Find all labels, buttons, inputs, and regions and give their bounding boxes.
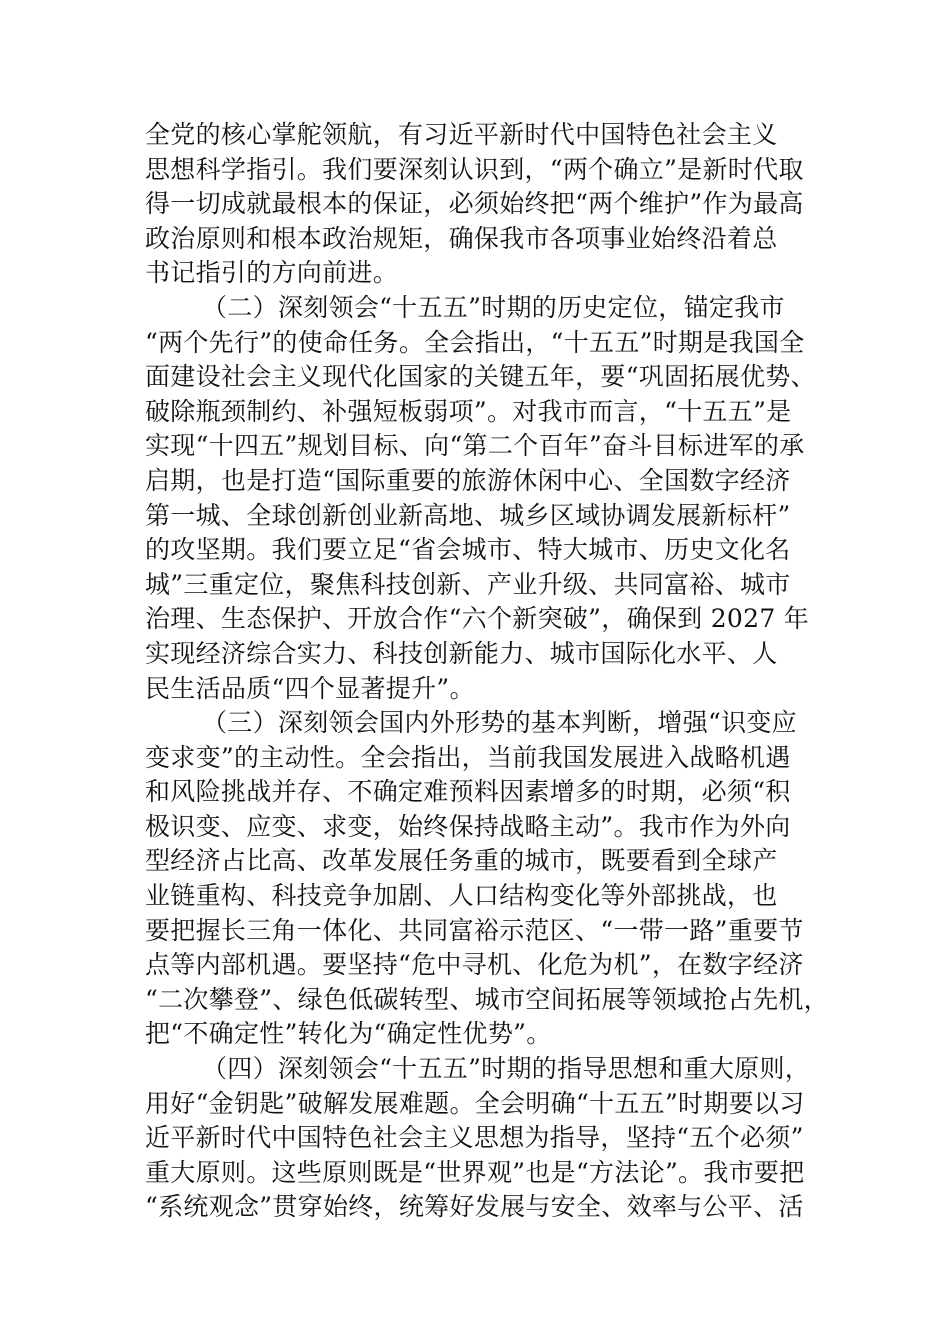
- text-line: 第一城、全球创新创业新高地、城乡区域协调发展新标杆”: [145, 500, 791, 530]
- text-line: 民生活品质“四个显著提升”。: [145, 673, 475, 703]
- text-line: 变求变”的主动性。全会指出，当前我国发展进入战略机遇: [145, 742, 791, 772]
- paragraph-section-4: [145, 1052, 811, 1225]
- text-line: 极识变、应变、求变，始终保持战略主动”。我市作为外向: [145, 811, 791, 841]
- paragraph-intro-continuation: [145, 118, 805, 291]
- section-heading-line: （四）深刻领会“十五五”时期的指导思想和重大原则，: [202, 1054, 811, 1084]
- text-line: 近平新时代中国特色社会主义思想为指导，坚持“五个必须”: [145, 1123, 804, 1153]
- text-line: 书记指引的方向前进。: [145, 258, 399, 288]
- section-heading-line: （三）深刻领会国内外形势的基本判断，增强“识变应: [202, 708, 797, 738]
- text-line: 城”三重定位，聚焦科技创新、产业升级、共同富裕、城市: [145, 569, 791, 599]
- text-line: “两个先行”的使命任务。全会指出，“十五五”时期是我国全: [145, 327, 805, 357]
- text-line: 业链重构、科技竞争加剧、人口结构变化等外部挑战，也: [145, 881, 778, 911]
- text-line: 点等内部机遇。要坚持“危中寻机、化危为机”，在数字经济: [145, 950, 804, 980]
- text-line: 思想科学指引。我们要深刻认识到，“两个确立”是新时代取: [145, 154, 804, 184]
- document-page: [145, 118, 829, 1225]
- section-heading-line: （二）深刻领会“十五五”时期的历史定位，锚定我市: [202, 292, 785, 322]
- text-line: 要把握长三角一体化、共同富裕示范区、“一带一路”重要节: [145, 915, 804, 945]
- text-line: 治理、生态保护、开放合作“六个新突破”，确保到 2027 年: [145, 604, 810, 634]
- text-line: 政治原则和根本政治规矩，确保我市各项事业始终沿着总: [145, 223, 778, 253]
- text-line: 实现“十四五”规划目标、向“第二个百年”奋斗目标进军的承: [145, 431, 805, 461]
- text-line: 型经济占比高、改革发展任务重的城市，既要看到全球产: [145, 846, 778, 876]
- paragraph-section-2: [145, 291, 816, 706]
- text-line: 重大原则。这些原则既是“世界观”也是“方法论”。我市要把: [145, 1157, 805, 1187]
- text-line: 和风险挑战并存、不确定难预料因素增多的时期，必须“积: [145, 777, 791, 807]
- text-line: “系统观念”贯穿始终，统筹好发展与安全、效率与公平、活: [145, 1192, 804, 1222]
- text-line: 破除瓶颈制约、补强短板弱项”。对我市而言，“十五五”是: [145, 396, 792, 426]
- paragraph-section-3: [145, 706, 829, 1052]
- text-line: 的攻坚期。我们要立足“省会城市、特大城市、历史文化名: [145, 535, 791, 565]
- text-line: 把“不确定性”转化为“确定性优势”。: [145, 1019, 552, 1049]
- text-line: 实现经济综合实力、科技创新能力、城市国际化水平、人: [145, 638, 778, 668]
- text-line: 启期，也是打造“国际重要的旅游休闲中心、全国数字经济: [145, 465, 791, 495]
- text-line: 全党的核心掌舵领航，有习近平新时代中国特色社会主义: [145, 120, 778, 149]
- text-line: 得一切成就最根本的保证，必须始终把“两个维护”作为最高: [145, 189, 804, 219]
- text-line: 用好“金钥匙”破解发展难题。全会明确“十五五”时期要以习: [145, 1088, 805, 1118]
- text-line: 面建设社会主义现代化国家的关键五年，要“巩固拓展优势、: [145, 362, 816, 392]
- text-line: “二次攀登”、绿色低碳转型、城市空间拓展等领域抢占先机，: [145, 984, 829, 1014]
